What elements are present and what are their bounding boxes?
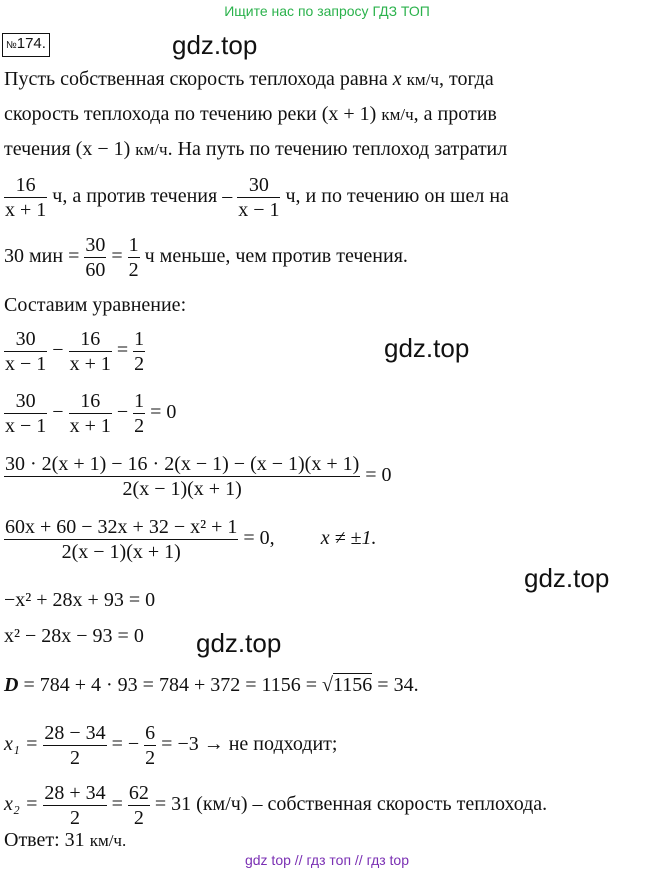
text-line-3: течения (x − 1) км/ч. На путь по течению теплоход затратил: [4, 138, 508, 160]
root-x2-line: x₂ = $\frac{28 + 34}{2}$ = $\frac{62}{2}$ = 31 (км/ч) – собственная скорость теплохода.: [4, 782, 548, 829]
text-line-4: $\frac{16}{x + 1}$ ч, а против течения – $\frac{30}{x - 1}$ ч, и по течению он шел на: [5, 174, 509, 221]
equation-4: $\frac{\text{60x + 60 − 32x + 32 − x² + 1}}{2(x - 1)(x + 1)}$ = 0, x ≠ ±1.: [5, 516, 377, 563]
equation-3: $\frac{30 \cdot 2(x + 1) - 16 \cdot 2(x - 1) - (x - 1)(x + 1)}{2(x - 1)(x + 1)}$ = 0: [5, 453, 392, 500]
equation-2: $\frac{30}{x - 1}$ − $\frac{16}{x + 1}$ − $\frac{1}{2}$ = 0: [5, 390, 177, 437]
watermark: gdz.top: [384, 333, 470, 363]
fraction-16: $\frac{16}{x + 1}$: [5, 174, 47, 221]
top-banner: Ищите нас по запросу ГДЗ ТОП: [224, 3, 430, 19]
watermark: gdz.top: [172, 30, 258, 60]
watermark: gdz.top: [196, 628, 282, 658]
problem-number-value: 174.: [16, 35, 46, 52]
root-x1-line: x₁ = $\frac{28 - 34}{2}$ = − $\frac{6}{2}$ = −3 → не подходит;: [4, 722, 338, 769]
text-line-5: 30 мин = $\frac{30}{60}$ = $\frac{1}{2}$ ч меньше, чем против течения.: [4, 234, 408, 281]
equation-1: $\frac{30}{x - 1}$ − $\frac{16}{x + 1}$ = $\frac{1}{2}$: [5, 328, 145, 375]
fraction-half: $\frac{1}{2}$: [128, 234, 139, 281]
watermark: gdz.top: [524, 563, 610, 593]
equation-6: x² − 28x − 93 = 0: [4, 625, 144, 647]
number-sign: №: [6, 40, 17, 51]
sqrt-sign: √: [322, 674, 334, 696]
bottom-banner: gdz top // гдз топ // гдз top: [244, 852, 410, 868]
fraction-30: $\frac{30}{x - 1}$: [238, 174, 280, 221]
problem-number: [2, 33, 50, 57]
text-line-1: Пусть собственная скорость теплохода равна x км/ч, тогда: [4, 68, 494, 90]
fraction-30-60: $\frac{30}{60}$: [85, 234, 106, 281]
discriminant-line: D = 784 + 4 · 93 = 784 + 372 = 1156 = √1156 = 34.: [4, 674, 419, 696]
answer-line: Ответ: 31 км/ч.: [4, 829, 127, 851]
text-line-2: скорость теплохода по течению реки (x + 1) км/ч, а против: [4, 103, 497, 125]
equation-5: −x² + 28x + 93 = 0: [4, 589, 156, 611]
text-line-6: Составим уравнение:: [4, 294, 187, 316]
